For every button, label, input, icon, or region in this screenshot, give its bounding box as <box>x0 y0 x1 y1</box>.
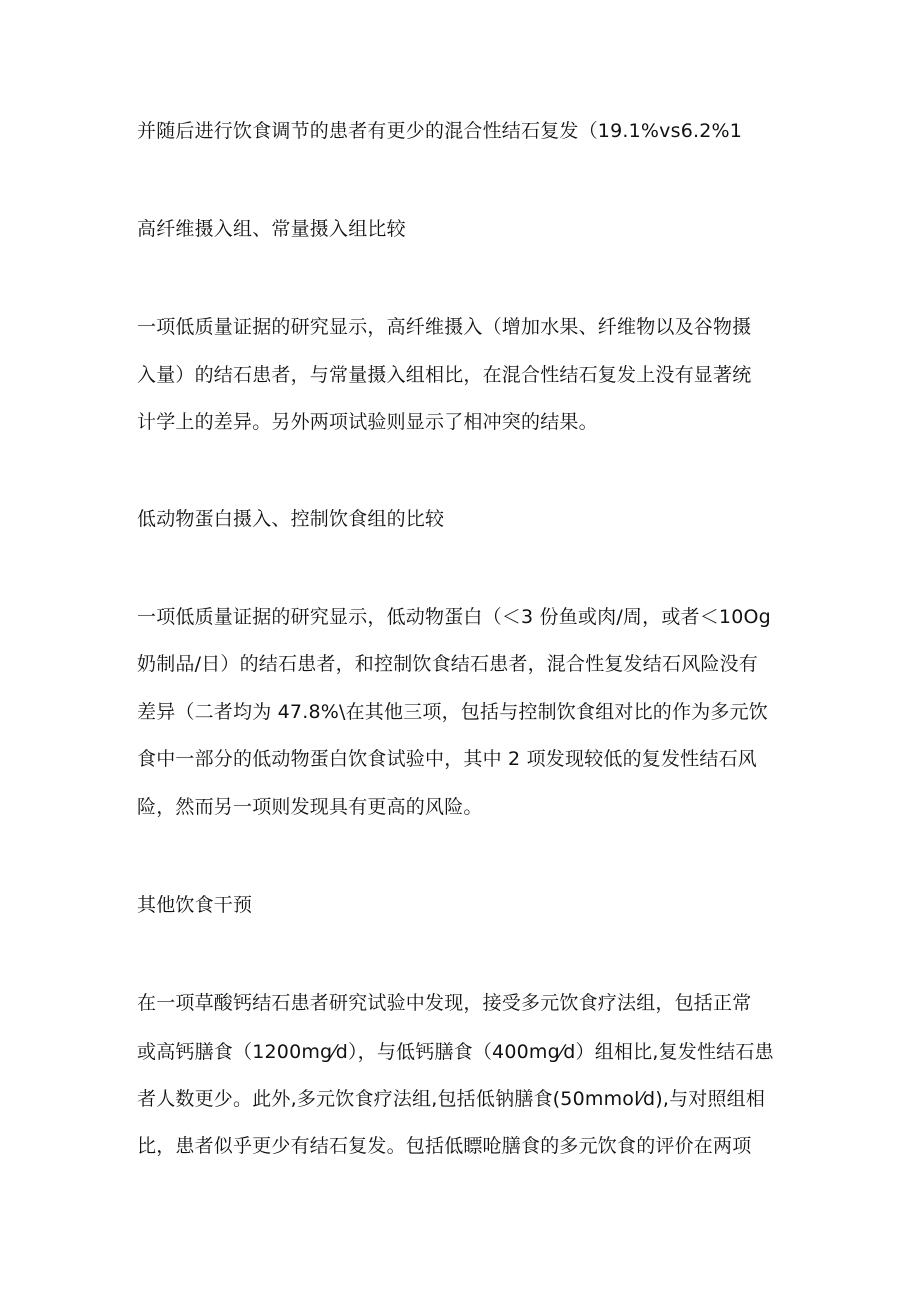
paragraph-line: 者人数更少。此外,多元饮食疗法组,包括低钠膳食(50mmol⁄d),与对照组相 <box>137 1088 766 1110</box>
section-heading: 其他饮食干预 <box>137 894 253 916</box>
paragraph-line: 食中一部分的低动物蛋白饮食试验中，其中 2 项发现较低的复发性结石风 <box>137 748 757 770</box>
paragraph-line: 险，然而另一项则发现具有更高的风险。 <box>137 796 483 818</box>
paragraph-line: 在一项草酸钙结石患者研究试验中发现，接受多元饮食疗法组，包括正常 <box>137 992 752 1014</box>
paragraph-line: 或高钙膳食（1200mg⁄d），与低钙膳食（400mg⁄d）组相比,复发性结石患 <box>137 1041 774 1063</box>
section-heading: 高纤维摄入组、常量摄入组比较 <box>137 218 406 240</box>
paragraph-line: 比，患者似乎更少有结石复发。包括低瞟呛膳食的多元饮食的评价在两项 <box>137 1135 752 1157</box>
paragraph-line: 一项低质量证据的研究显示，高纤维摄入（增加水果、纤维物以及谷物摄 <box>137 316 752 338</box>
paragraph-line: 差异（二者均为 47.8%\在其他三项，包括与控制饮食组对比的作为多元饮 <box>137 701 769 723</box>
paragraph-line: 计学上的差异。另外两项试验则显示了相冲突的结果。 <box>137 411 598 433</box>
paragraph-line: 入量）的结石患者，与常量摄入组相比，在混合性结石复发上没有显著统 <box>137 364 752 386</box>
section-heading: 低动物蛋白摄入、控制饮食组的比较 <box>137 508 445 530</box>
paragraph-line: 一项低质量证据的研究显示，低动物蛋白（＜3 份鱼或肉/周，或者＜10Og <box>137 606 771 628</box>
paragraph-line: 奶制品/日）的结石患者，和控制饮食结石患者，混合性复发结石风险没有 <box>137 653 759 675</box>
paragraph-line: 并随后进行饮食调节的患者有更少的混合性结石复发（19.1%vs6.2%1 <box>137 120 743 142</box>
